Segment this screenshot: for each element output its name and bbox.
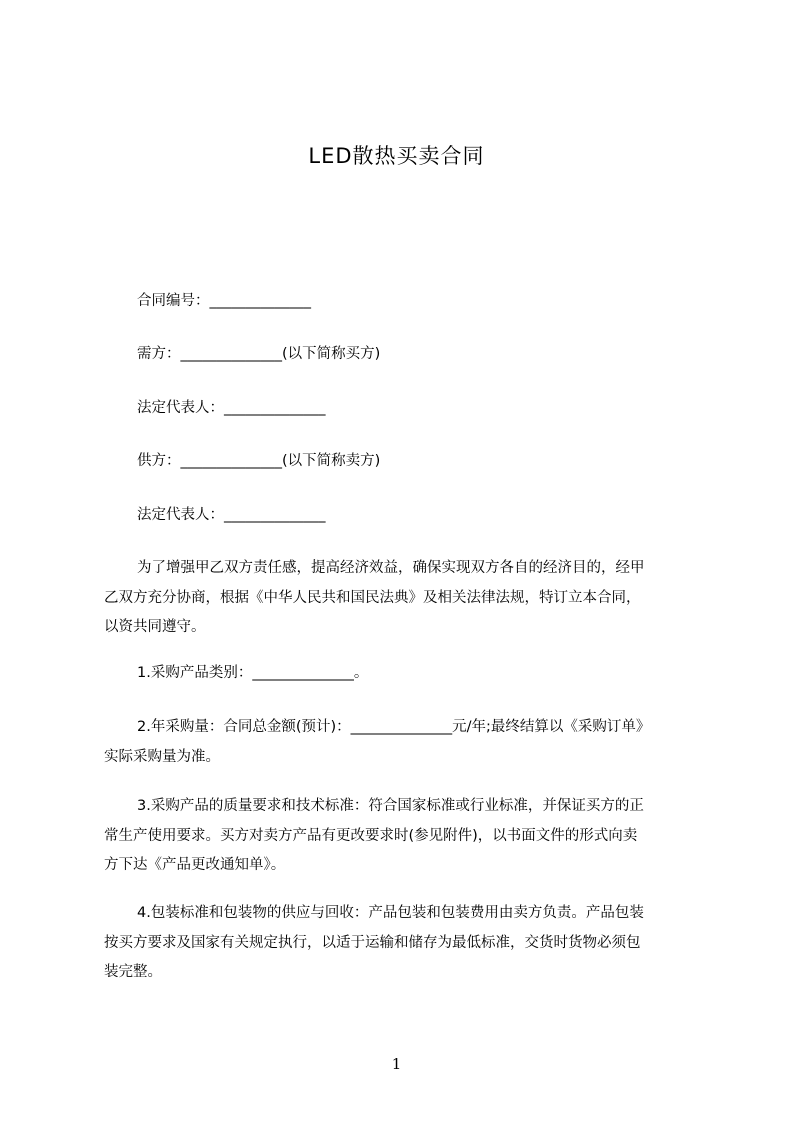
- clause-line: 装完整。: [104, 964, 162, 980]
- clause-line: 按买方要求及国家有关规定执行，以适于运输和储存为最低标准，交货时货物必须包: [104, 934, 641, 951]
- buyer-representative-field: 法定代表人：______________: [137, 400, 326, 416]
- clause-line: 3.采购产品的质量要求和技术标准：符合国家标准或行业标准，并保证买方的正: [137, 798, 644, 814]
- page-number: 1: [391, 1055, 402, 1073]
- contract-number-field: 合同编号：______________: [137, 293, 311, 309]
- seller-representative-field: 法定代表人：______________: [137, 507, 326, 523]
- clause-3: [104, 792, 694, 881]
- clause-line: 常生产使用要求。买方对卖方产品有更改要求时(参见附件)，以书面文件的形式向卖: [104, 827, 638, 844]
- buyer-field: 需方：______________(以下简称买方): [137, 346, 381, 362]
- intro-line: 以资共同遵守。: [104, 619, 206, 635]
- clause-1: 1.采购产品类别：______________。: [137, 665, 369, 681]
- document-title: LED散热买卖合同: [308, 144, 485, 168]
- seller-field: 供方：______________(以下简称卖方): [137, 453, 381, 469]
- intro-line: 为了增强甲乙双方责任感，提高经济效益，确保实现双方各自的经济目的，经甲: [137, 560, 645, 576]
- clause-line: 4.包装标准和包装物的供应与回收：产品包装和包装费用由卖方负责。产品包装: [137, 905, 644, 921]
- intro-paragraph: [104, 554, 694, 643]
- clause-line: 实际采购量为准。: [104, 748, 220, 765]
- clause-line: 方下达《产品更改通知单》。: [104, 857, 286, 873]
- clause-4: [104, 899, 694, 988]
- intro-line: 乙双方充分协商，根据《中华人民共和国民法典》及相关法律法规，特订立本合同，: [104, 589, 641, 606]
- clause-2: [104, 713, 694, 772]
- clause-line: 2.年采购量：合同总金额(预计)：______________元/年;最终结算以《采购订单》: [137, 719, 651, 735]
